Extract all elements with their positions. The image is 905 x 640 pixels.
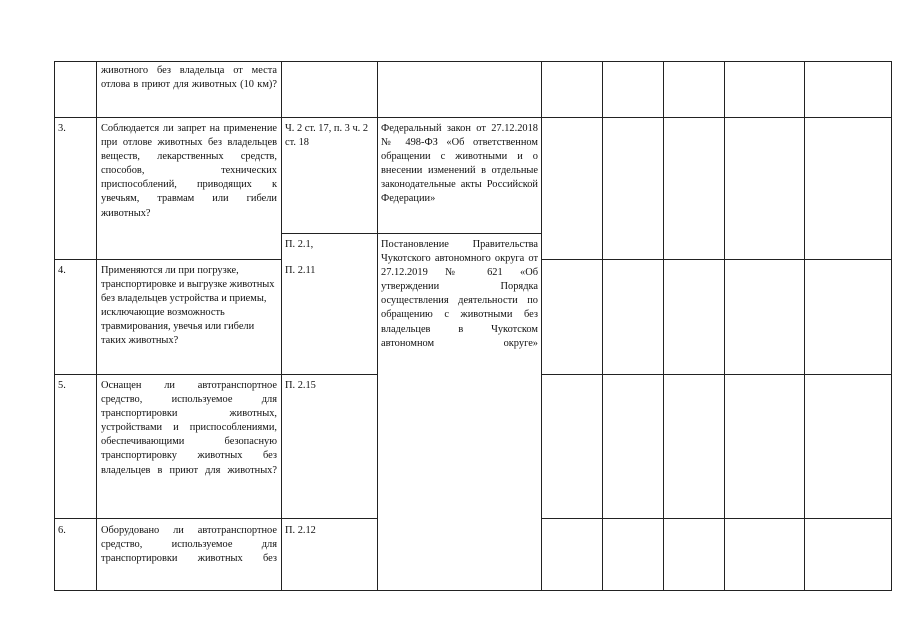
row-3-federal-law: Федеральный закон от 27.12.2018 № 498-ФЗ «Об ответственном обращении с животными и о внесении изменений в отдельные законодательные акты Российской Федерации» — [381, 123, 538, 205]
row-5-question: Оснащен ли автотранспортное средство, используемое для транспортировки животных, устройствами и приспособлениями, обеспечивающими безопасную транспортировку животных без владельцев в приют для животных? — [101, 380, 277, 476]
row-4-references: П. 2.11 — [285, 265, 316, 276]
row-6-number: 6. — [58, 525, 66, 536]
row-4-question: Применяются ли при погрузке, транспортировке и выгрузке животных без владельцев устройства и приемы, исключающие возможность травмирования, увечья или гибели таких животных? — [101, 265, 275, 347]
row-5-references: П. 2.15 — [285, 380, 316, 391]
row-4-regional-resolution: Постановление Правительства Чукотского автономного округа от 27.12.2019 № 621 «Об утверждении Порядка осуществления деятельности по обращению с животными без владельцев в Чукотском автономном округе» — [381, 239, 538, 349]
row-4-number: 4. — [58, 265, 66, 276]
row-6-references: П. 2.12 — [285, 525, 316, 536]
row-3-references: Ч. 2 ст. 17, п. 3 ч. 2 ст. 18 — [285, 123, 369, 149]
row-3-reference-extra: П. 2.1, — [285, 239, 314, 250]
row-1-question: животного без владельца от места отлова в приют для животных (10 км)? — [101, 65, 277, 91]
row-3-question: Соблюдается ли запрет на применение при отлове животных без владельцев веществ, лекарственных средств, способов, технических приспособлений, приводящих к увечьям, травмам или гибели животных? — [101, 123, 277, 219]
row-6-question: Оборудовано ли автотранспортное средство, используемое для транспортировки животных без — [101, 525, 277, 565]
row-5-number: 5. — [58, 380, 66, 391]
row-3-number: 3. — [58, 123, 66, 134]
